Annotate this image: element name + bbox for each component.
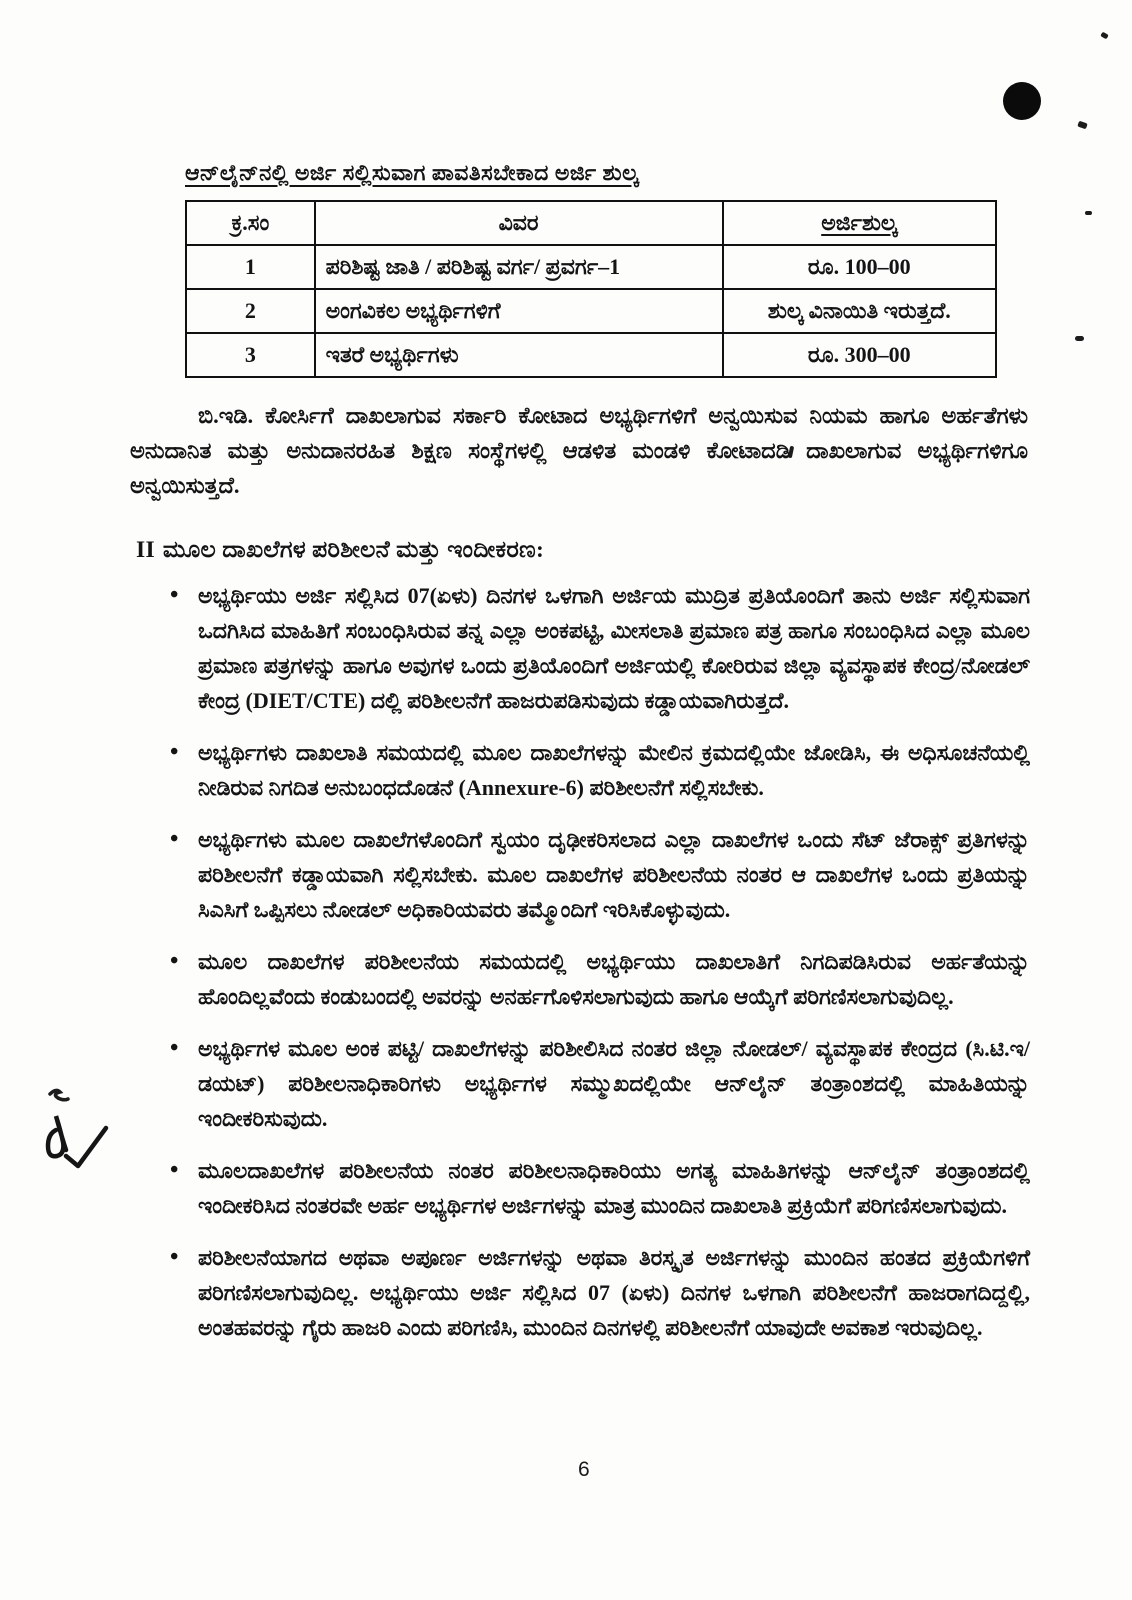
list-item [130,1240,1030,1345]
cell-fee: ಶುಲ್ಕ ವಿನಾಯಿತಿ ಇರುತ್ತದೆ. [723,289,997,333]
fee-section-title: ಆನ್‌ಲೈನ್‌ನಲ್ಲಿ ಅರ್ಜಿ ಸಲ್ಲಿಸುವಾಗ ಪಾವತಿಸಬೇಕಾದ ಅರ್ಜಿ ಶುಲ್ಕ [185,160,639,185]
section-numeral: II [136,537,155,563]
fee-table [185,200,997,378]
verification-section-title [136,537,1030,564]
page-number: 6 [578,1458,590,1481]
note-paragraph: ಬಿ.ಇಡಿ. ಕೋರ್ಸಿಗೆ ದಾಖಲಾಗುವ ಸರ್ಕಾರಿ ಕೋಟಾದ ಅಭ್ಯರ್ಥಿಗಳಿಗೆ ಅನ್ವಯಿಸುವ ನಿಯಮ ಹಾಗೂ ಅರ್ಹತೆಗಳು ಅನುದಾನಿತ ಮತ್ತು ಅನುದಾನರಹಿತ ಶಿಕ್ಷಣ ಸಂಸ್ಥೆಗಳಲ್ಲಿ ಆಡಳಿತ ಮಂಡಳಿ ಕೋಟಾದಡಿ ದಾಖಲಾಗುವ ಅಭ್ಯರ್ಥಿಗಳಿಗೂ ಅನ್ವಯಿಸುತ್ತದೆ. [130,403,1028,498]
section-title-text: ಮೂಲ ದಾಖಲೆಗಳ ಪರಿಶೀಲನೆ ಮತ್ತು ಇಂದೀಕರಣ: [162,537,545,563]
ink-speck [1075,336,1084,341]
cell-detail: ಅಂಗವಿಕಲ ಅಭ್ಯರ್ಥಿಗಳಿಗೆ [315,289,723,333]
list-item [130,735,1030,805]
column-header-slno: ಕ್ರ.ಸಂ [186,201,315,245]
bullet-icon: • [170,582,179,608]
bullet-text: ಮೂಲ ದಾಖಲೆಗಳ ಪರಿಶೀಲನೆಯ ಸಮಯದಲ್ಲಿ ಅಭ್ಯರ್ಥಿಯು ದಾಖಲಾತಿಗೆ ನಿಗದಿಪಡಿಸಿರುವ ಅರ್ಹತೆಯನ್ನು ಹೊಂದಿಲ್ಲವೆಂದು ಕಂಡುಬಂದಲ್ಲಿ ಅವರನ್ನು ಅನರ್ಹಗೊಳಿಸಲಾಗುವುದು ಹಾಗೂ ಆಯ್ಕೆಗೆ ಪರಿಗಣಿಸಲಾಗುವುದಿಲ್ಲ. [198,949,1030,1009]
cell-detail: ಪರಿಶಿಷ್ಟ ಜಾತಿ / ಪರಿಶಿಷ್ಟ ವರ್ಗ/ ಪ್ರವರ್ಗ–1 [315,245,723,289]
page-content [130,160,1030,1362]
table-row [186,333,996,377]
ink-speck [1085,211,1092,215]
cell-slno: 2 [186,289,315,333]
bullet-icon: • [170,1035,179,1061]
cell-fee: ರೂ. 300–00 [723,333,997,377]
bullet-icon: • [170,826,179,852]
bullet-text: ಅಭ್ಯರ್ಥಿಗಳ ಮೂಲ ಅಂಕ ಪಟ್ಟಿ/ ದಾಖಲೆಗಳನ್ನು ಪರಿಶೀಲಿಸಿದ ನಂತರ ಜಿಲ್ಲಾ ನೋಡಲ್/ ವ್ಯವಸ್ಥಾಪಕ ಕೇಂದ್ರದ (ಸಿ.ಟಿ.ಇ/ಡಯಟ್) ಪರಿಶೀಲನಾಧಿಕಾರಿಗಳು ಅಭ್ಯರ್ಥಿಗಳ ಸಮ್ಮುಖದಲ್ಲಿಯೇ ಆನ್‌ಲೈನ್ ತಂತ್ರಾಂಶದಲ್ಲಿ ಮಾಹಿತಿಯನ್ನು ಇಂದೀಕರಿಸುವುದು. [198,1036,1030,1131]
bullet-icon: • [170,1244,179,1270]
ink-blot-dot [1003,82,1041,120]
cell-slno: 1 [186,245,315,289]
list-item [130,1153,1030,1223]
column-header-detail: ವಿವರ [315,201,723,245]
fee-table-header-row [186,201,996,245]
cell-slno: 3 [186,333,315,377]
list-item [130,822,1030,927]
column-header-fee: ಅರ್ಜಿಶುಲ್ಕ [723,201,997,245]
bullet-icon: • [170,739,179,765]
bullet-text: ಅಭ್ಯರ್ಥಿಯು ಅರ್ಜಿ ಸಲ್ಲಿಸಿದ 07(ಏಳು) ದಿನಗಳ ಒಳಗಾಗಿ ಅರ್ಜಿಯ ಮುದ್ರಿತ ಪ್ರತಿಯೊಂದಿಗೆ ತಾನು ಅರ್ಜಿ ಸಲ್ಲಿಸುವಾಗ ಒದಗಿಸಿದ ಮಾಹಿತಿಗೆ ಸಂಬಂಧಿಸಿರುವ ತನ್ನ ಎಲ್ಲಾ ಅಂಕಪಟ್ಟಿ, ಮೀಸಲಾತಿ ಪ್ರಮಾಣ ಪತ್ರ ಹಾಗೂ ಸಂಬಂಧಿಸಿದ ಎಲ್ಲಾ ಮೂಲ ಪ್ರಮಾಣ ಪತ್ರಗಳನ್ನು ಹಾಗೂ ಅವುಗಳ ಒಂದು ಪ್ರತಿಯೊಂದಿಗೆ ಅರ್ಜಿಯಲ್ಲಿ ಕೋರಿರುವ ಜಿಲ್ಲಾ ವ್ಯವಸ್ಥಾಪಕ ಕೇಂದ್ರ/ನೋಡಲ್ ಕೇಂದ್ರ (DIET/CTE) ದಲ್ಲಿ ಪರಿಶೀಲನೆಗೆ ಹಾಜರುಪಡಿಸುವುದು ಕಡ್ಡಾಯವಾಗಿರುತ್ತದೆ. [198,583,1030,713]
bullet-text: ಮೂಲದಾಖಲೆಗಳ ಪರಿಶೀಲನೆಯ ನಂತರ ಪರಿಶೀಲನಾಧಿಕಾರಿಯು ಅಗತ್ಯ ಮಾಹಿತಿಗಳನ್ನು ಆನ್‌ಲೈನ್ ತಂತ್ರಾಂಶದಲ್ಲಿ ಇಂದೀಕರಿಸಿದ ನಂತರವೇ ಅರ್ಹ ಅಭ್ಯರ್ಥಿಗಳ ಅರ್ಜಿಗಳನ್ನು ಮಾತ್ರ ಮುಂದಿನ ದಾಖಲಾತಿ ಪ್ರಕ್ರಿಯೆಗೆ ಪರಿಗಣಿಸಲಾಗುವುದು. [198,1158,1030,1218]
bullet-icon: • [170,948,179,974]
list-item [130,1031,1030,1136]
list-item [130,578,1030,718]
bullet-icon: • [170,1157,179,1183]
table-row [186,289,996,333]
cell-fee: ರೂ. 100–00 [723,245,997,289]
list-item [130,944,1030,1014]
handwritten-mark [28,1072,138,1192]
ink-speck [1100,32,1109,40]
table-row [186,245,996,289]
bullet-text: ಅಭ್ಯರ್ಥಿಗಳು ದಾಖಲಾತಿ ಸಮಯದಲ್ಲಿ ಮೂಲ ದಾಖಲೆಗಳನ್ನು ಮೇಲಿನ ಕ್ರಮದಲ್ಲಿಯೇ ಜೋಡಿಸಿ, ಈ ಅಧಿಸೂಚನೆಯಲ್ಲಿ ನೀಡಿರುವ ನಿಗದಿತ ಅನುಬಂಧದೊಡನೆ (Annexure-6) ಪರಿಶೀಲನೆಗೆ ಸಲ್ಲಿಸಬೇಕು. [198,740,1030,800]
bullet-text: ಪರಿಶೀಲನೆಯಾಗದ ಅಥವಾ ಅಪೂರ್ಣ ಅರ್ಜಿಗಳನ್ನು ಅಥವಾ ತಿರಸ್ಕೃತ ಅರ್ಜಿಗಳನ್ನು ಮುಂದಿನ ಹಂತದ ಪ್ರಕ್ರಿಯೆಗಳಿಗೆ ಪರಿಗಣಿಸಲಾಗುವುದಿಲ್ಲ. ಅಭ್ಯರ್ಥಿಯು ಅರ್ಜಿ ಸಲ್ಲಿಸಿದ 07 (ಏಳು) ದಿನಗಳ ಒಳಗಾಗಿ ಪರಿಶೀಲನೆಗೆ ಹಾಜರಾಗದಿದ್ದಲ್ಲಿ, ಅಂತಹವರನ್ನು ಗೈರು ಹಾಜರಿ ಎಂದು ಪರಿಗಣಿಸಿ, ಮುಂದಿನ ದಿನಗಳಲ್ಲಿ ಪರಿಶೀಲನೆಗೆ ಯಾವುದೇ ಅವಕಾಶ ಇರುವುದಿಲ್ಲ. [198,1245,1030,1340]
ink-speck [1077,121,1088,130]
bullet-text: ಅಭ್ಯರ್ಥಿಗಳು ಮೂಲ ದಾಖಲೆಗಳೊಂದಿಗೆ ಸ್ವಯಂ ದೃಢೀಕರಿಸಲಾದ ಎಲ್ಲಾ ದಾಖಲೆಗಳ ಒಂದು ಸೆಟ್ ಜೆರಾಕ್ಸ್ ಪ್ರತಿಗಳನ್ನು ಪರಿಶೀಲನೆಗೆ ಕಡ್ಡಾಯವಾಗಿ ಸಲ್ಲಿಸಬೇಕು. ಮೂಲ ದಾಖಲೆಗಳ ಪರಿಶೀಲನೆಯ ನಂತರ ಆ ದಾಖಲೆಗಳ ಒಂದು ಪ್ರತಿಯನ್ನು ಸಿಎಸಿಗೆ ಒಪ್ಪಿಸಲು ನೋಡಲ್ ಅಧಿಕಾರಿಯವರು ತಮ್ಮೊಂದಿಗೆ ಇರಿಸಿಕೊಳ್ಳುವುದು. [198,827,1030,922]
cell-detail: ಇತರೆ ಅಭ್ಯರ್ಥಿಗಳು [315,333,723,377]
verification-bullet-list [130,578,1030,1345]
